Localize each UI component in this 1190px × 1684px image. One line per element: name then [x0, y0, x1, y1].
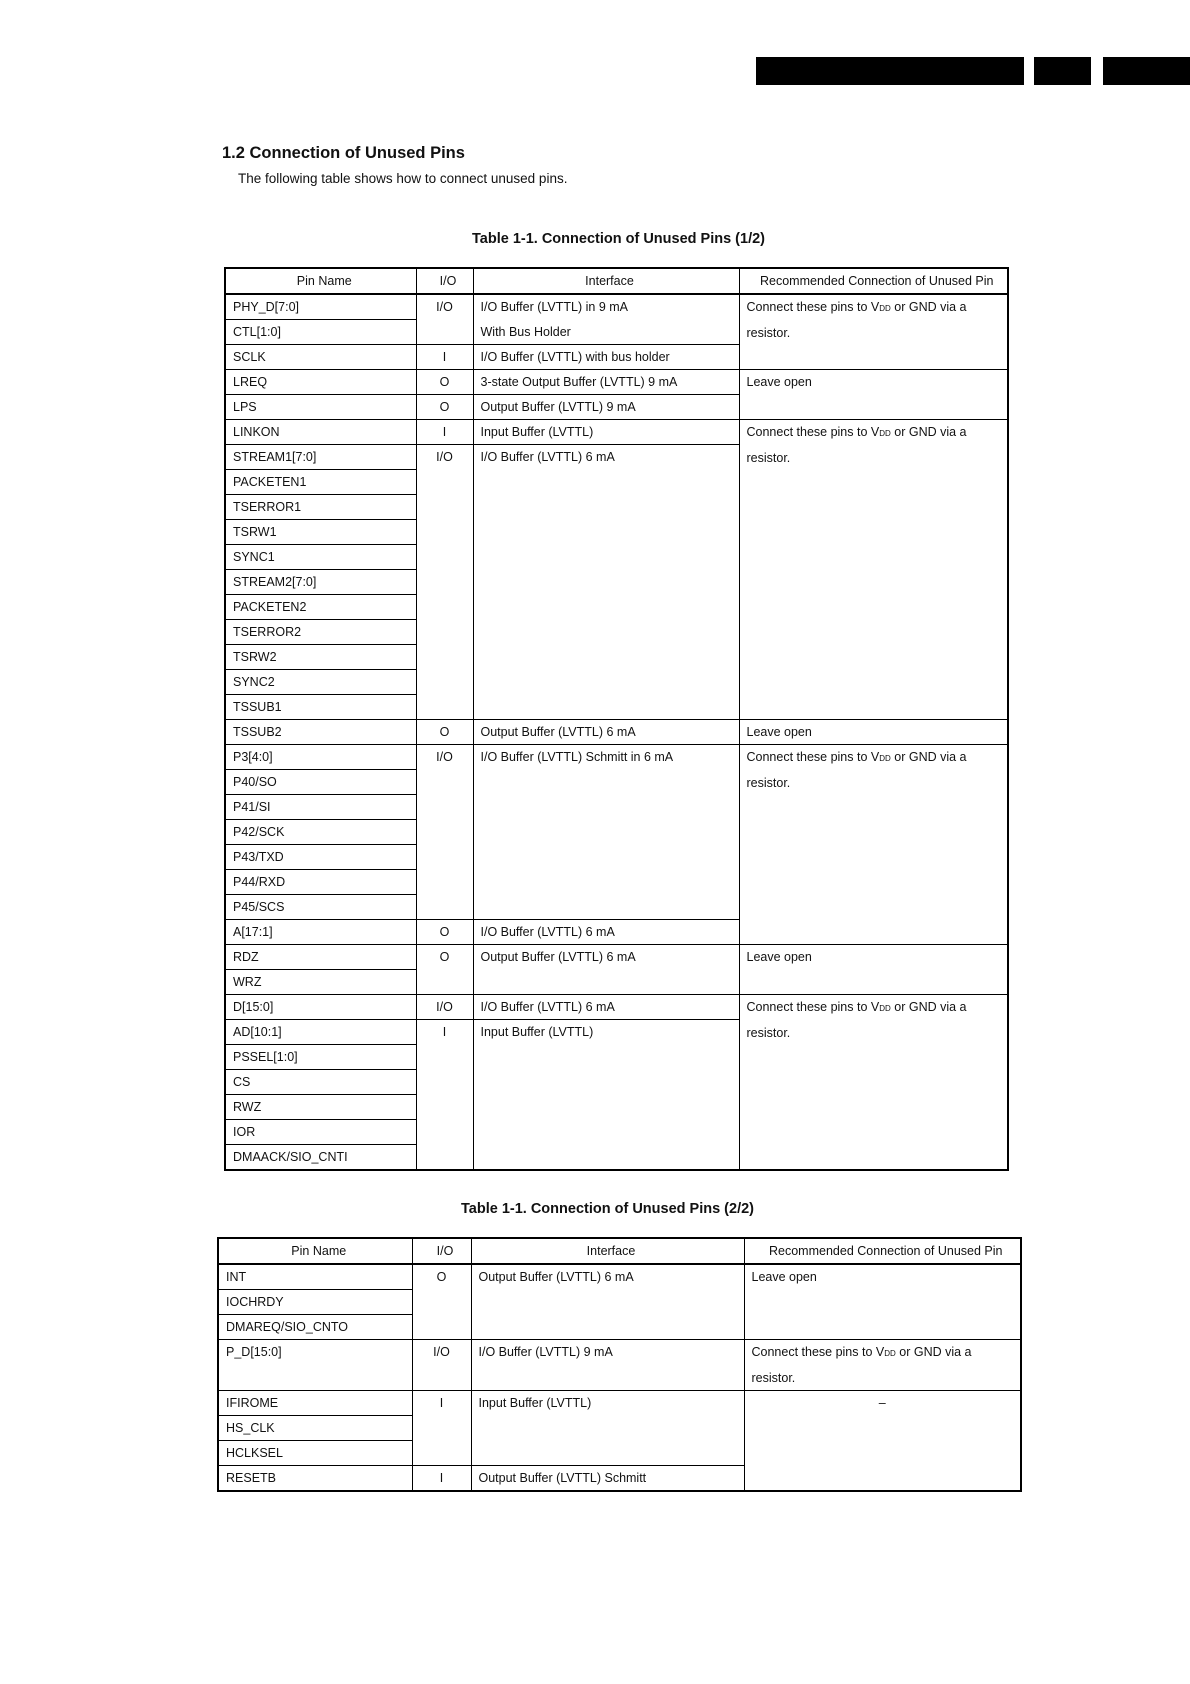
recommended	[739, 745, 1008, 945]
interface: I/O Buffer (LVTTL) 6 mA	[473, 995, 739, 1020]
pin-name: P3[4:0]	[225, 745, 416, 770]
pin-name: RWZ	[225, 1095, 416, 1120]
table-row	[225, 370, 1008, 395]
header-bar-2	[1034, 57, 1091, 85]
io-type: I	[412, 1391, 471, 1466]
pin-name: DMAACK/SIO_CNTI	[225, 1145, 416, 1171]
pin-name: P41/SI	[225, 795, 416, 820]
io-type: O	[416, 395, 473, 420]
interface: Input Buffer (LVTTL)	[473, 1020, 739, 1171]
pin-name: IFIROME	[218, 1391, 412, 1416]
recommended: –	[744, 1391, 1021, 1492]
interface: I/O Buffer (LVTTL) 9 mA	[471, 1340, 744, 1391]
rec-sub: DD	[884, 1349, 896, 1358]
recommended: Leave open	[739, 370, 1008, 420]
table1-header-row	[225, 268, 1008, 294]
interface: With Bus Holder	[473, 320, 739, 345]
interface: Input Buffer (LVTTL)	[471, 1391, 744, 1466]
section-intro: The following table shows how to connect unused pins.	[238, 171, 568, 186]
interface: Output Buffer (LVTTL) 6 mA	[473, 945, 739, 995]
pin-name: CS	[225, 1070, 416, 1095]
pin-name: DMAREQ/SIO_CNTO	[218, 1315, 412, 1340]
pin-name: P_D[15:0]	[218, 1340, 412, 1391]
pin-name: SYNC2	[225, 670, 416, 695]
pin-name: AD[10:1]	[225, 1020, 416, 1045]
recommended: Leave open	[739, 945, 1008, 995]
pin-name: STREAM2[7:0]	[225, 570, 416, 595]
interface: Input Buffer (LVTTL)	[473, 420, 739, 445]
pin-name: PACKETEN1	[225, 470, 416, 495]
pin-name: STREAM1[7:0]	[225, 445, 416, 470]
pin-name: HCLKSEL	[218, 1441, 412, 1466]
rec-text: Connect these pins to V	[746, 750, 880, 764]
header-pin-name: Pin Name	[225, 268, 416, 294]
interface: Output Buffer (LVTTL) 6 mA	[471, 1264, 744, 1340]
header-recommended: Recommended Connection of Unused Pin	[739, 268, 1008, 294]
header-io: I/O	[416, 268, 473, 294]
rec-text: resistor.	[746, 326, 791, 340]
recommended	[739, 420, 1008, 720]
rec-sub: DD	[879, 304, 891, 313]
table2-caption: Table 1-1. Connection of Unused Pins (2/2)	[461, 1201, 754, 1217]
rec-sub: DD	[879, 754, 891, 763]
pin-name: P42/SCK	[225, 820, 416, 845]
pin-name: IOCHRDY	[218, 1290, 412, 1315]
pin-name: TSRW2	[225, 645, 416, 670]
rec-text: or GND via a	[890, 300, 967, 314]
pin-name: LREQ	[225, 370, 416, 395]
io-type: I	[416, 345, 473, 370]
pin-name: IOR	[225, 1120, 416, 1145]
rec-text: Connect these pins to V	[746, 425, 880, 439]
pin-name: TSRW1	[225, 520, 416, 545]
io-type: I/O	[416, 995, 473, 1020]
io-type: I/O	[416, 294, 473, 345]
interface: Output Buffer (LVTTL) Schmitt	[471, 1466, 744, 1492]
recommended	[739, 995, 1008, 1171]
io-type: O	[416, 370, 473, 395]
header-bar-3	[1103, 57, 1190, 85]
pin-name: PACKETEN2	[225, 595, 416, 620]
rec-text: resistor.	[746, 451, 791, 465]
io-type: I	[416, 420, 473, 445]
table-row	[225, 720, 1008, 745]
io-type: I/O	[416, 745, 473, 920]
rec-text: Connect these pins to V	[751, 1345, 885, 1359]
pin-name: RESETB	[218, 1466, 412, 1492]
io-type: O	[412, 1264, 471, 1340]
header-interface: Interface	[473, 268, 739, 294]
pin-name: TSSUB2	[225, 720, 416, 745]
table-row	[225, 995, 1008, 1020]
pin-name: SCLK	[225, 345, 416, 370]
header-recommended: Recommended Connection of Unused Pin	[744, 1238, 1021, 1264]
interface: I/O Buffer (LVTTL) 6 mA	[473, 920, 739, 945]
interface: I/O Buffer (LVTTL) 6 mA	[473, 445, 739, 720]
pin-name: P40/SO	[225, 770, 416, 795]
recommended	[739, 294, 1008, 370]
table2	[217, 1237, 1022, 1492]
interface: Output Buffer (LVTTL) 9 mA	[473, 395, 739, 420]
io-type: I	[412, 1466, 471, 1492]
rec-text: resistor.	[746, 776, 791, 790]
io-type: O	[416, 945, 473, 995]
table-row	[218, 1264, 1021, 1290]
rec-sub: DD	[879, 1004, 891, 1013]
pin-name: TSERROR2	[225, 620, 416, 645]
pin-name: CTL[1:0]	[225, 320, 416, 345]
interface: 3-state Output Buffer (LVTTL) 9 mA	[473, 370, 739, 395]
rec-text: or GND via a	[895, 1345, 972, 1359]
pin-name: HS_CLK	[218, 1416, 412, 1441]
table-row	[225, 420, 1008, 445]
rec-text: or GND via a	[890, 425, 967, 439]
pin-name: WRZ	[225, 970, 416, 995]
header-bar-1	[756, 57, 1024, 85]
pin-name: PHY_D[7:0]	[225, 294, 416, 320]
recommended: Leave open	[744, 1264, 1021, 1340]
table-row	[225, 945, 1008, 970]
io-type: O	[416, 720, 473, 745]
table1	[224, 267, 1009, 1171]
io-type: I	[416, 1020, 473, 1171]
pin-name: P43/TXD	[225, 845, 416, 870]
pin-name: TSSUB1	[225, 695, 416, 720]
table-row	[218, 1340, 1021, 1391]
pin-name: LPS	[225, 395, 416, 420]
pin-name: PSSEL[1:0]	[225, 1045, 416, 1070]
interface: Output Buffer (LVTTL) 6 mA	[473, 720, 739, 745]
recommended	[744, 1340, 1021, 1391]
pin-name: D[15:0]	[225, 995, 416, 1020]
pin-name: A[17:1]	[225, 920, 416, 945]
rec-sub: DD	[879, 429, 891, 438]
table2-header-row	[218, 1238, 1021, 1264]
pin-name: LINKON	[225, 420, 416, 445]
header-io: I/O	[412, 1238, 471, 1264]
pin-name: RDZ	[225, 945, 416, 970]
pin-name: INT	[218, 1264, 412, 1290]
pin-name: TSERROR1	[225, 495, 416, 520]
table-row	[225, 745, 1008, 770]
io-type: I/O	[412, 1340, 471, 1391]
pin-name: P44/RXD	[225, 870, 416, 895]
interface: I/O Buffer (LVTTL) Schmitt in 6 mA	[473, 745, 739, 920]
table-row	[218, 1391, 1021, 1416]
header-interface: Interface	[471, 1238, 744, 1264]
rec-text: resistor.	[746, 1026, 791, 1040]
io-type: O	[416, 920, 473, 945]
pin-name: SYNC1	[225, 545, 416, 570]
rec-text: Connect these pins to V	[746, 300, 880, 314]
interface: I/O Buffer (LVTTL) in 9 mA	[473, 294, 739, 320]
table-row	[225, 294, 1008, 320]
section-title: 1.2 Connection of Unused Pins	[222, 144, 465, 162]
recommended: Leave open	[739, 720, 1008, 745]
rec-text: or GND via a	[890, 750, 967, 764]
rec-text: or GND via a	[890, 1000, 967, 1014]
io-type: I/O	[416, 445, 473, 720]
interface: I/O Buffer (LVTTL) with bus holder	[473, 345, 739, 370]
rec-text: resistor.	[751, 1371, 796, 1385]
rec-text: Connect these pins to V	[746, 1000, 880, 1014]
pin-name: P45/SCS	[225, 895, 416, 920]
table1-caption: Table 1-1. Connection of Unused Pins (1/2)	[472, 231, 765, 247]
header-pin-name: Pin Name	[218, 1238, 412, 1264]
